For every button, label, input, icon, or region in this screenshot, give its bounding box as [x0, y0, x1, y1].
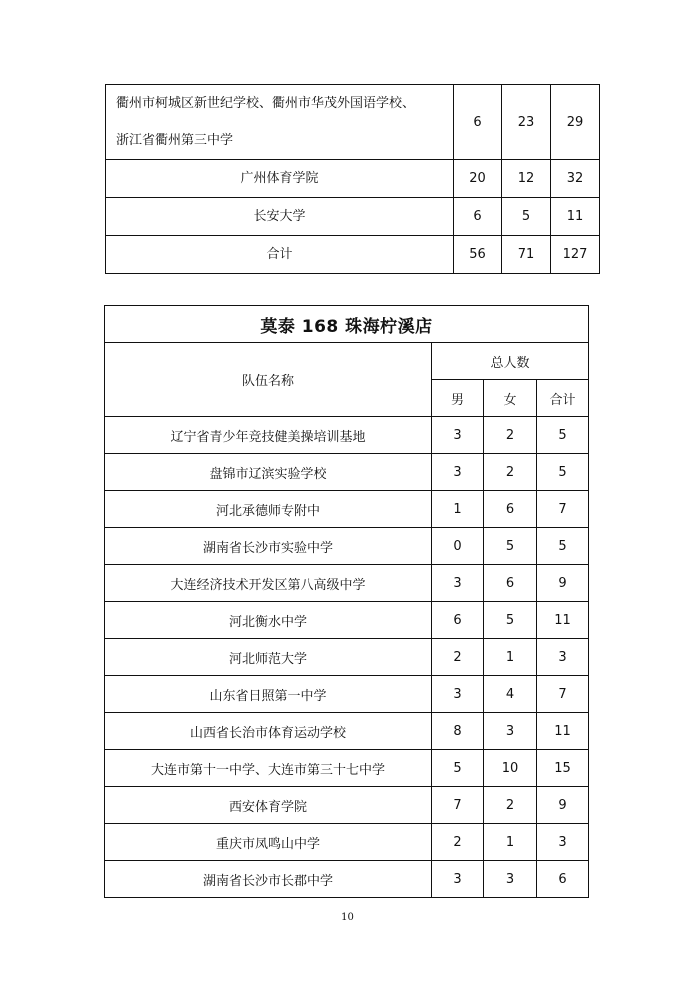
- total-count-cell: 7: [537, 676, 589, 713]
- female-count-cell: 3: [484, 861, 537, 898]
- total-count-cell: 3: [537, 639, 589, 676]
- total-count-cell: 5: [537, 528, 589, 565]
- team-name-cell: 河北衡水中学: [105, 602, 432, 639]
- total-count-cell: 5: [537, 417, 589, 454]
- total-count-cell: 9: [537, 787, 589, 824]
- table-row: [106, 198, 600, 236]
- table-row: [105, 824, 589, 861]
- male-count-cell: 6: [432, 602, 484, 639]
- male-count-cell: 20: [454, 160, 502, 198]
- total-count-cell: 32: [551, 160, 600, 198]
- table-row: [105, 454, 589, 491]
- team-name-cell: 湖南省长沙市实验中学: [105, 528, 432, 565]
- table-row: [105, 787, 589, 824]
- female-count-cell: 2: [484, 787, 537, 824]
- female-count-cell: 5: [484, 602, 537, 639]
- team-name-line: 合计: [266, 247, 293, 262]
- total-count-cell: 9: [537, 565, 589, 602]
- page-number: 10: [341, 912, 354, 923]
- total-people-header: 总人数: [432, 343, 589, 380]
- total-count-cell: 3: [537, 824, 589, 861]
- table-row: [105, 565, 589, 602]
- female-count-cell: 6: [484, 565, 537, 602]
- team-name-line: 衢州市柯城区新世纪学校、衢州市华茂外国语学校、: [116, 96, 416, 111]
- male-count-cell: 1: [432, 491, 484, 528]
- male-count-cell: 3: [432, 565, 484, 602]
- male-count-cell: 3: [432, 454, 484, 491]
- male-count-cell: 2: [432, 639, 484, 676]
- female-count-cell: 2: [484, 417, 537, 454]
- female-count-cell: 1: [484, 639, 537, 676]
- total-count-cell: 7: [537, 491, 589, 528]
- team-name-cell: [106, 85, 454, 160]
- total-count-cell: 127: [551, 236, 600, 274]
- total-count-cell: 6: [537, 861, 589, 898]
- total-count-cell: 29: [551, 85, 600, 160]
- female-count-cell: 12: [502, 160, 551, 198]
- team-name-cell: 重庆市凤鸣山中学: [105, 824, 432, 861]
- table-row: [105, 528, 589, 565]
- total-count-cell: 11: [537, 713, 589, 750]
- team-name-cell: 河北承德师专附中: [105, 491, 432, 528]
- table-row: [105, 861, 589, 898]
- female-count-cell: 6: [484, 491, 537, 528]
- male-count-cell: 7: [432, 787, 484, 824]
- table-row: [105, 491, 589, 528]
- team-name-cell: 盘锦市辽滨实验学校: [105, 454, 432, 491]
- team-name-cell: 大连经济技术开发区第八高级中学: [105, 565, 432, 602]
- male-count-cell: 3: [432, 417, 484, 454]
- team-name-cell: 西安体育学院: [105, 787, 432, 824]
- hotel-team-table: [104, 305, 589, 898]
- team-name-cell: 辽宁省青少年竞技健美操培训基地: [105, 417, 432, 454]
- male-count-cell: 5: [432, 750, 484, 787]
- table-row: [105, 639, 589, 676]
- male-count-cell: 2: [432, 824, 484, 861]
- female-count-cell: 71: [502, 236, 551, 274]
- table-row: [106, 85, 600, 160]
- total-count-cell: 11: [537, 602, 589, 639]
- total-header: 合计: [537, 380, 589, 417]
- male-count-cell: 8: [432, 713, 484, 750]
- male-count-cell: 56: [454, 236, 502, 274]
- female-count-cell: 3: [484, 713, 537, 750]
- male-count-cell: 3: [432, 861, 484, 898]
- female-count-cell: 2: [484, 454, 537, 491]
- male-count-cell: 6: [454, 85, 502, 160]
- team-name-cell: 大连市第十一中学、大连市第三十七中学: [105, 750, 432, 787]
- female-count-cell: 1: [484, 824, 537, 861]
- team-name-line: 广州体育学院: [240, 171, 319, 186]
- team-name-line: 长安大学: [253, 209, 306, 224]
- team-name-cell: 山东省日照第一中学: [105, 676, 432, 713]
- table-row: [105, 602, 589, 639]
- female-count-cell: 10: [484, 750, 537, 787]
- hotel-title: 莫泰 168 珠海柠溪店: [105, 306, 589, 343]
- female-header: 女: [484, 380, 537, 417]
- table-row: [105, 417, 589, 454]
- male-count-cell: 6: [454, 198, 502, 236]
- table-row: [105, 750, 589, 787]
- total-count-cell: 5: [537, 454, 589, 491]
- female-count-cell: 5: [484, 528, 537, 565]
- team-name-line: 浙江省衢州第三中学: [116, 133, 234, 148]
- female-count-cell: 4: [484, 676, 537, 713]
- team-name-cell: 湖南省长沙市长郡中学: [105, 861, 432, 898]
- male-header: 男: [432, 380, 484, 417]
- table-row: [105, 713, 589, 750]
- female-count-cell: 23: [502, 85, 551, 160]
- total-count-cell: 11: [551, 198, 600, 236]
- top-team-table: [105, 84, 600, 274]
- team-name-cell: 河北师范大学: [105, 639, 432, 676]
- table-row: [106, 236, 600, 274]
- team-name-cell: 山西省长治市体育运动学校: [105, 713, 432, 750]
- female-count-cell: 5: [502, 198, 551, 236]
- table-row: [105, 676, 589, 713]
- table-row: [106, 160, 600, 198]
- team-name-header: 队伍名称: [105, 343, 432, 417]
- total-count-cell: 15: [537, 750, 589, 787]
- male-count-cell: 3: [432, 676, 484, 713]
- team-name-cell: [106, 160, 454, 198]
- team-name-cell: [106, 236, 454, 274]
- team-name-cell: [106, 198, 454, 236]
- male-count-cell: 0: [432, 528, 484, 565]
